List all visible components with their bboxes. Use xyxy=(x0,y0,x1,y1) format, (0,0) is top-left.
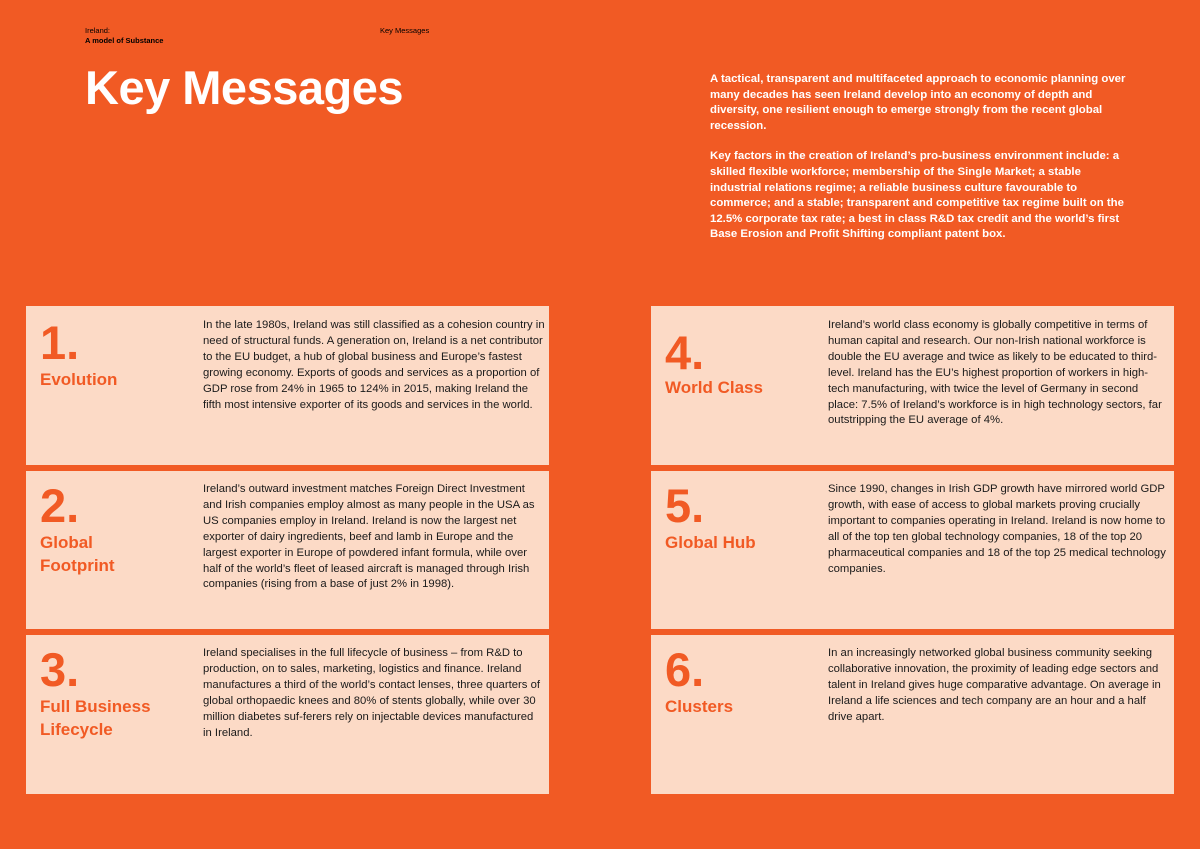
page-title: Key Messages xyxy=(85,61,403,114)
card-label: Clusters xyxy=(665,697,734,716)
card-label: Evolution xyxy=(40,370,118,389)
card-label: Global Footprint xyxy=(40,533,115,575)
card-evolution xyxy=(26,306,549,465)
card-body: Ireland’s world class economy is globally competitive in terms of human capital and research. Our non-Irish national workforce is double the EU average and twice as likely to be educated to third-level. Ireland has the EU’s highest proportion of workers in high-tech manufacturing, with twice the level of Germany in second place: 7.5% of Ireland’s workforce is in high technology sectors, far outstripping the EU average of 4%. xyxy=(828,319,1162,427)
card-body: Ireland specialises in the full lifecycle of business – from R&D to production, on to sales, marketing, logistics and finance. Ireland manufactures a third of the world’s contact lenses, three quarters of global orthopaedic knees and 80% of stents globally, while over 30 million diabetes suf-ferers rely on injectable devices manufactured in Ireland. xyxy=(203,647,540,739)
card-number: 6. xyxy=(665,643,705,696)
running-header xyxy=(85,26,163,46)
card-clusters xyxy=(651,635,1174,794)
card-global-hub xyxy=(651,471,1174,629)
card-label: World Class xyxy=(665,378,763,397)
card-body: In an increasingly networked global business community seeking collaborative innovation, the proximity of leading edge sectors and talent in Ireland gives huge comparative advantage. On average in Ireland a life sciences and tech company are an hour and a half drive apart. xyxy=(828,647,1161,723)
section-label: Key Messages xyxy=(380,26,430,35)
publication-title: Ireland: xyxy=(85,26,111,35)
card-number: 1. xyxy=(40,316,80,369)
card-world-class xyxy=(651,306,1174,465)
intro-paragraph-2: Key factors in the creation of Ireland’s pro-business environment include: a skilled flexible workforce; membership of the Single Market; a stable industrial relations regime; a reliable business culture favourable to commerce; and a stable; transparent and competitive tax regime built on the 12.5% corporate tax rate; a best in class R&D tax credit and the world’s first Base Erosion and Profit Shifting compliant patent box. xyxy=(710,150,1124,241)
card-body: In the late 1980s, Ireland was still classified as a cohesion country in need of structural funds. A generation on, Ireland is a net contributor to the EU budget, a hub of global business and Europe’s fastest growing economy. Exports of goods and services as a proportion of GDP rose from 24% in 1965 to 124% in 2015, making Ireland the fifth most intensive exporter of its goods and services in the world. xyxy=(203,319,545,411)
card-label: Full Business Lifecycle xyxy=(40,697,151,739)
card-number: 5. xyxy=(665,479,705,532)
card-number: 4. xyxy=(665,326,705,379)
card-full-business-lifecycle xyxy=(26,635,549,794)
publication-subtitle: A model of Substance xyxy=(85,36,164,45)
card-global-footprint xyxy=(26,471,549,629)
card-body: Ireland’s outward investment matches Foreign Direct Investment and Irish companies employ almost as many people in the USA as US companies employ in Ireland. Ireland is now the largest net exporter of dairy ingredients, beef and lamb in Europe and the largest exporter in Europe of powdered infant formula, while over half of the world’s fleet of leased aircraft is managed through Irish companies (rising from a base of just 2% in 1998). xyxy=(203,483,535,591)
card-number: 2. xyxy=(40,479,80,532)
card-number: 3. xyxy=(40,643,80,696)
card-body: Since 1990, changes in Irish GDP growth have mirrored world GDP growth, with ease of access to global markets proving crucially important to companies operating in Ireland. Ireland is now home to all of the top ten global technology companies, 18 of the top 20 pharmaceutical companies and 18 of the top 25 medical technology companies. xyxy=(828,483,1166,575)
intro-paragraph-1: A tactical, transparent and multifaceted approach to economic planning over many decades has seen Ireland develop into an economy of depth and diversity, one resilient enough to emerge strongly from the recent global recession. xyxy=(710,73,1126,132)
intro-text xyxy=(710,72,1130,258)
card-label: Global Hub xyxy=(665,533,756,552)
